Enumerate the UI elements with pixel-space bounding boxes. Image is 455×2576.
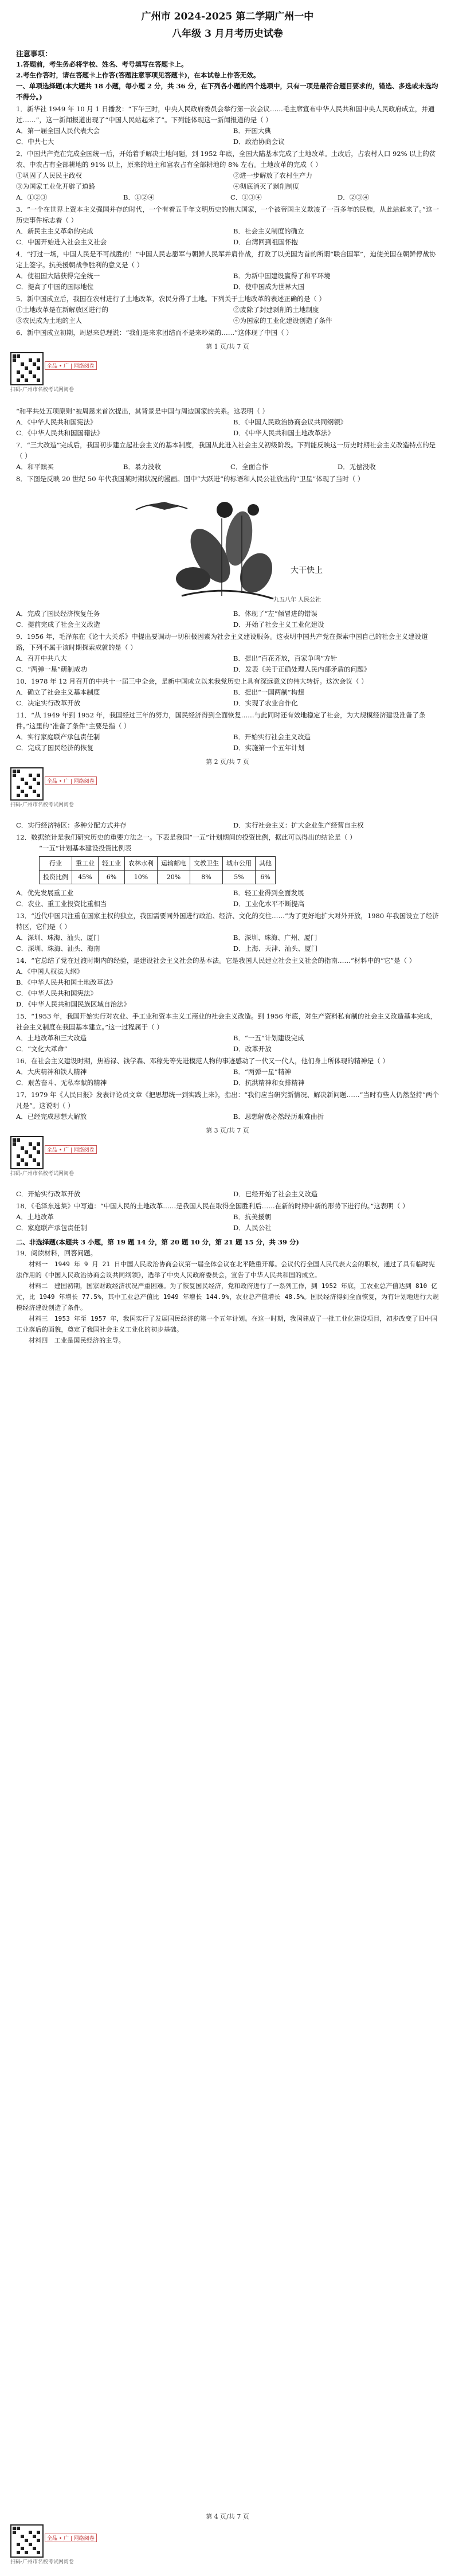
question-stem: 8．下图是反映 20 世纪 50 年代我国某时期状况的漫画。图中“大跃进”的标语和人民公社放出的“卫星”体现了当时（ ） [16, 475, 364, 483]
question-list-page1 [16, 104, 439, 338]
exam-title-line1: 广州市 2024-2025 第二学期广州一中 [141, 11, 314, 22]
answer-option: ①巩固了人民民主政权 [16, 171, 82, 179]
answer-option: B．提出“一国两制”构想 [233, 688, 304, 696]
options-group [16, 1212, 439, 1234]
question-list-page3b [16, 888, 439, 1122]
answer-option: A．大庆精神和铁人精神 [16, 1068, 87, 1076]
answer-option: D．使中国成为世界大国 [233, 283, 305, 291]
options-group [16, 1189, 439, 1200]
answer-option: C．“文化大革命” [16, 1045, 68, 1053]
question-stem: 3．“一个在世界上资本主义强国并存的时代，一个有着五千年文明历史的伟大国家，一个被帝国主义欺凌了一百多年的民族，从此站起来了。”这一历史事件标志着（ ） [16, 205, 439, 224]
page2-content [0, 406, 455, 754]
answer-option: C．实行经济特区：多种分配方式并存 [16, 821, 127, 829]
table-cell: 10% [125, 871, 158, 884]
answer-option: D．实行社会主义：扩大企业生产经营自主权 [233, 821, 364, 829]
qr-tag: 全品 • 广 | 网络阅卷 [45, 776, 97, 785]
question-stem: 11．“从 1949 年到 1952 年，我国经过三年的努力，国民经济得到全面恢复……与此同时还有效地稳定了社会，为大规模经济建设准备了条件。”这里的“准备了条件”主要是指（ ） [16, 711, 426, 730]
options-group [16, 417, 439, 439]
answer-option: B．轻工业得到全面发展 [233, 889, 304, 897]
answer-option: C．农业、重工业投资比重相当 [16, 900, 107, 908]
answer-option: B．“一五”计划建设完成 [233, 1034, 304, 1042]
answer-option: D．②③④ [338, 193, 370, 201]
question-stem: 14．“它总结了党在过渡时期内的经验，是建设社会主义社会的基本法。它是我国人民建立社会主义社会的指南……”材料中的“它”是（ ） [16, 957, 416, 965]
note-1: 1.答题前，考生务必将学校、姓名、考号填写在答题卡上。 [16, 60, 188, 68]
answer-option: B．《中国人民政治协商会议共同纲领》 [233, 418, 347, 426]
notes-heading: 注意事项： [16, 49, 52, 58]
answer-option: D．实现了农业合作化 [233, 699, 298, 707]
answer-option: D．改革开放 [233, 1045, 272, 1053]
answer-option: B．提出“百花齐放，百家争鸣”方针 [233, 654, 338, 662]
answer-option: D．工业化水平不断提高 [233, 900, 305, 908]
qr-code-icon [10, 2524, 44, 2558]
answer-option: D．抗洪精神和女排精神 [233, 1079, 305, 1087]
answer-option: D．上海、天津、汕头、厦门 [233, 944, 318, 953]
answer-option: B．思想解放必然经历艰难曲折 [233, 1113, 324, 1121]
answer-option: ①土地改革是在新解放区进行的 [16, 306, 108, 314]
cartoon-illustration [124, 487, 331, 607]
answer-option: C．全面合作 [230, 463, 269, 471]
cartoon-caption: 大干快上 [291, 566, 323, 575]
answer-option: D．开始了社会主义工业化建设 [233, 620, 324, 629]
page-number-2: 第 2 页/共 7 页 [206, 758, 249, 766]
answer-option: A．已经完成思想大解放 [16, 1113, 87, 1121]
options-group [16, 1033, 439, 1055]
answer-option: C．《中华人民共和国宪法》 [16, 989, 97, 997]
qr-tag: 全品 • 广 | 网络阅卷 [45, 361, 97, 370]
question-stem: 18．《毛泽东选集》中写道：“中国人民的土地改革……是我国人民在取得全国胜利后……在新的时期中新的形势下进行的。”这表明（ ） [16, 1202, 409, 1210]
answer-option: C．中共七大 [16, 138, 54, 146]
answer-option: A．召开中共八大 [16, 654, 67, 662]
answer-option: C．家庭联产承包责任制 [16, 1224, 87, 1232]
page3-content [0, 820, 455, 1122]
answer-option: D．发表《关于正确处理人民内部矛盾的问题》 [233, 665, 371, 673]
qr-footer-2 [0, 766, 455, 812]
qr-footer-4 [0, 2523, 455, 2569]
table-row-label: 投资比例 [40, 871, 72, 884]
answer-option: A．使祖国大陆获得完全统一 [16, 272, 100, 280]
options-group [16, 966, 439, 1010]
part1-heading: 一、单项选择题(本大题共 18 小题，每小题 2 分，共 36 分，在下列各小题的四个选项中，只有一项是最符合题目要求的，错选、多选或未选均不得分。) [16, 82, 438, 101]
material-2: 材料二 建国初期，国家财政经济状况严重困难。为了恢复国民经济，党和政府进行了一系列工作，到 1952 年底，工农业总产值达到 810 亿元，比 1949 年增长 77.5%，其中工业总产值比 1949 年增长 144.9%，农业总产值增长 48.5%。国民经济得到全面恢复，为有计划地进行大规模经济建设创造了条件。 [16, 1282, 439, 1312]
answer-option: ④彻底消灭了剥削制度 [233, 182, 299, 190]
answer-option: C．艰苦奋斗、无私奉献的精神 [16, 1079, 107, 1087]
qr-footer-3 [0, 1135, 455, 1181]
answer-option: D．实施第一个五年计划 [233, 744, 305, 752]
question-stem: 7．“三大改造”完成后，我国初步建立起社会主义的基本制度，我国从此进入社会主义初级阶段。下列能反映这一历史时期社会主义改造特点的是（ ） [16, 441, 436, 460]
page-number-4: 第 4 页/共 7 页 [206, 2513, 249, 2520]
qr-caption: 扫码·广州市名校考试网阅卷 [10, 2559, 74, 2565]
answer-option: D．《中华人民共和国土地改革法》 [233, 429, 334, 437]
answer-option: C．中国开始进入社会主义社会 [16, 238, 107, 246]
page-number-3: 第 3 页/共 7 页 [206, 1127, 249, 1134]
options-group [16, 888, 439, 910]
answer-option: A．①②③ [16, 193, 48, 201]
qr-caption: 扫码·广州市名校考试网阅卷 [10, 802, 74, 808]
answer-option: B．体现了“左”倾冒进的错误 [233, 610, 317, 618]
answer-option: B．抗美援朝 [233, 1213, 271, 1221]
question-stem: 10．1978 年 12 月召开的中共十一届三中全会，是新中国成立以来我党历史上具有深远意义的伟大转折。这次会议（ ） [16, 677, 368, 685]
table-caption: “一五”计划基本建设投资比例表 [39, 844, 132, 852]
options-group [16, 462, 439, 473]
answer-option: ②废除了封建剥削的土地制度 [233, 306, 319, 314]
question-stem: “和平共处五项原则”被周恩来首次提出，其背景是中国与周边国家的关系。这表明（ ） [16, 407, 269, 415]
table-cell: 6% [256, 871, 276, 884]
page1-content [0, 48, 455, 338]
answer-option: D．无偿没收 [338, 463, 376, 471]
options-group [16, 192, 439, 203]
part2-heading: 二、非选择题(本题共 3 小题，第 19 题 14 分，第 20 题 10 分，第 21 题 15 分，共 39 分) [16, 1238, 299, 1246]
table-header-cell: 文教卫生 [190, 857, 223, 871]
answer-option: C．①③④ [230, 193, 262, 201]
table-header-cell: 城市公用 [223, 857, 256, 871]
answer-option: ③农民成为土地的主人 [16, 317, 82, 325]
question-list-page4 [16, 1189, 439, 1234]
answer-option: A．实行家庭联产承包责任制 [16, 733, 100, 741]
options-group [16, 271, 439, 292]
qr-code-icon [10, 1136, 44, 1169]
material-3: 材料三 1953 年至 1957 年，我国实行了发展国民经济的第一个五年计划。在这一时期，我国建成了一批工业化建设项目，初步改变了旧中国工业落后的面貌，奠定了我国社会主义工业化的初步基础。 [16, 1315, 438, 1333]
answer-option: B．①②④ [123, 193, 155, 201]
answer-option: C．深圳、珠海、汕头、海南 [16, 944, 100, 953]
qr-footer-1 [0, 351, 455, 397]
options-group [16, 732, 439, 754]
table-header-cell: 农林水利 [125, 857, 158, 871]
options-group [16, 820, 439, 831]
answer-option: ②进一步解放了农村生产力 [233, 171, 312, 179]
answer-option: A．《中国人权法大纲》 [16, 967, 84, 975]
options-group [16, 653, 439, 675]
qr-code-icon [10, 352, 44, 385]
answer-option: A．深圳、珠海、汕头、厦门 [16, 934, 100, 942]
qr-tag: 全品 • 广 | 网络阅卷 [45, 2534, 97, 2542]
answer-option: C．开始实行改革开放 [16, 1190, 81, 1198]
question-stem: 6．新中国成立初期，周恩来总理说：“我们是来求团结而不是来吵架的……”这体现了中国（ ） [16, 329, 293, 337]
answer-option: A．土地改革 [16, 1213, 54, 1221]
question-stem: 13．“近代中国只注重在国家主权的独立，我国需要同外国进行政治、经济、文化的交往……”为了更好地扩大对外开放，1980 年我国设立了经济特区，它们是（ ） [16, 912, 439, 931]
answer-option: D．《中华人民共和国民族区域自治法》 [16, 1000, 130, 1008]
investment-table [39, 856, 276, 884]
page4-content [0, 1189, 455, 1346]
cartoon-signature: 一九五八年 人民公社 [268, 597, 321, 603]
answer-option: D．已经开始了社会主义改造 [233, 1190, 318, 1198]
table-cell: 6% [99, 871, 125, 884]
q19-stem: 19．阅读材料，回答问题。 [16, 1249, 97, 1257]
question-stem: 2．中国共产党在完成全国统一后，开始着手解决土地问题，到 1952 年底，全国大陆基本完成了土地改革。土改后，占农村人口 92% 以上的贫农、中农占有全部耕地的 91% 以上，原来的地主和富农占有全部耕地的 8% 左右。土地改革的完成（ ） [16, 150, 436, 169]
answer-option: B．深圳、珠海、广州、厦门 [233, 934, 317, 942]
answer-option: C．完成了国民经济的恢复 [16, 744, 94, 752]
question-stem: 12．数据统计是我们研究历史的重要方法之一。下表是我国“一五”计划期间的投资比例，据此可以得出的结论是（ ） [16, 833, 356, 841]
table-header-cell: 轻工业 [99, 857, 125, 871]
table-cell: 45% [72, 871, 99, 884]
question-list-page3 [16, 820, 439, 843]
answer-option: ④为国家的工业化建设创造了条件 [233, 317, 332, 325]
options-group [16, 932, 439, 954]
answer-option: A．《中华人民共和国宪法》 [16, 418, 97, 426]
answer-option: A．和平赎买 [16, 463, 54, 471]
options-group [16, 608, 439, 630]
answer-option: B．暴力没收 [123, 463, 161, 471]
table-header-cell: 运输邮电 [158, 857, 190, 871]
note-2: 2.考生作答时，请在答题卡上作答(答题注意事项见答题卡)，在本试卷上作答无效。 [16, 71, 260, 79]
options-group [16, 1067, 439, 1088]
answer-option: A．第一届全国人民代表大会 [16, 127, 100, 135]
table-cell: 20% [158, 871, 190, 884]
options-group [16, 226, 439, 248]
question-stem: 15．“1953 年，我国开始实行对农业、手工业和资本主义工商业的社会主义改造。到 1956 年底，对生产资料私有制的社会主义改造基本完成，社会主义制度在我国基本建立。”这一过程属于（ ） [16, 1012, 437, 1031]
answer-option: ③为国家工业化开辟了道路 [16, 182, 95, 190]
answer-option: D．政治协商会议 [233, 138, 285, 146]
options-group [16, 126, 439, 147]
question-stem: 16．在社会主义建设时期，焦裕禄、钱学森、邓稼先等先进模范人物的事迹感动了一代又一代人，他们身上所体现的精神是（ ） [16, 1057, 389, 1065]
table-cell: 5% [223, 871, 256, 884]
table-header-cell: 其他 [256, 857, 276, 871]
answer-option: C．“两弹一星”研制成功 [16, 665, 88, 673]
answer-option: C．提高了中国的国际地位 [16, 283, 94, 291]
options-group [16, 170, 439, 192]
answer-option: A．新民主主义革命的完成 [16, 227, 93, 235]
table-row [40, 871, 276, 884]
table-header-cell: 行业 [40, 857, 72, 871]
page-number-1: 第 1 页/共 7 页 [206, 343, 249, 350]
qr-code-icon [10, 767, 44, 801]
table-header-cell: 重工业 [72, 857, 99, 871]
answer-option: C．提前完成了社会主义改造 [16, 620, 100, 629]
material-4: 材料四 工业是国民经济的主导。 [29, 1337, 125, 1344]
exam-title-line2: 八年级 3 月月考历史试卷 [172, 28, 283, 40]
question-list-page2 [16, 406, 439, 485]
options-group [16, 305, 439, 326]
answer-option: D．台湾回到祖国怀抱 [233, 238, 298, 246]
options-group [16, 687, 439, 709]
answer-option: A．确立了社会主义基本制度 [16, 688, 100, 696]
answer-option: B．开始实行社会主义改造 [233, 733, 311, 741]
qr-tag: 全品 • 广 | 网络阅卷 [45, 1145, 97, 1154]
answer-option: C．决定实行改革开放 [16, 699, 81, 707]
answer-option: D．人民公社 [233, 1224, 272, 1232]
answer-option: B．“两弹一星”精神 [233, 1068, 291, 1076]
table-cell: 8% [190, 871, 223, 884]
answer-option: B．《中华人民共和国土地改革法》 [16, 978, 117, 986]
answer-option: B．社会主义制度的确立 [233, 227, 304, 235]
answer-option: A．优先发展重工业 [16, 889, 74, 897]
question-stem: 4．“打过一场，中国人民是不可战胜的！”中国人民志愿军与朝鲜人民军并肩作战，打败了以美国为首的所谓“联合国军”，迫使美国在朝鲜停战协定上签字。抗美援朝战争胜利的意义是（ ） [16, 250, 436, 269]
answer-option: C．《中华人民共和国国籍法》 [16, 429, 104, 437]
question-list-page2b [16, 608, 439, 754]
material-1: 材料一 1949 年 9 月 21 日中国人民政治协商会议第一届全体会议在北平隆重开幕。会议代行全国人民代表大会的职权，通过了具有临时宪法作用的《中国人民政治协商会议共同纲领》，选举了中央人民政府委员会，宣告了中华人民共和国的成立。 [16, 1260, 436, 1279]
question-stem: 9．1956 年，毛泽东在《论十大关系》中提出要调动一切积极因素为社会主义建设服务。这表明中国共产党在探索中国自己的社会主义建设道路，下列不属于该时期探索成就的是（ ） [16, 633, 428, 651]
answer-option: B．开国大典 [233, 127, 271, 135]
answer-option: B．为新中国建设赢得了和平环境 [233, 272, 331, 280]
question-stem: 5．新中国成立后，我国在农村进行了土地改革，农民分得了土地。下列关于土地改革的表述正确的是（ ） [16, 295, 325, 303]
options-group [16, 1111, 439, 1122]
question-stem: 17．1979 年《人民日报》发表评论员文章《把思想统一到实践上来》，指出：“我们应当研究新情况、解决新问题……”当时有些人仍然坚持“两个凡是”。这说明（ ） [16, 1091, 439, 1110]
question-stem: 1．新华社 1949 年 10 月 1 日播发：“下午三时，中央人民政府委员会举行第一次会议……毛主席宣布中华人民共和国中央人民政府成立，并通过……”，这一新闻报道出现了“中国人民站起来了”。下列能体现这一新闻报道的是（ ） [16, 105, 435, 124]
qr-caption: 扫码·广州市名校考试网阅卷 [10, 387, 74, 393]
table-header-row [40, 857, 276, 871]
answer-option: A．土地改革和三大改造 [16, 1034, 87, 1042]
answer-option: A．完成了国民经济恢复任务 [16, 610, 100, 618]
qr-caption: 扫码·广州市名校考试网阅卷 [10, 1171, 74, 1177]
